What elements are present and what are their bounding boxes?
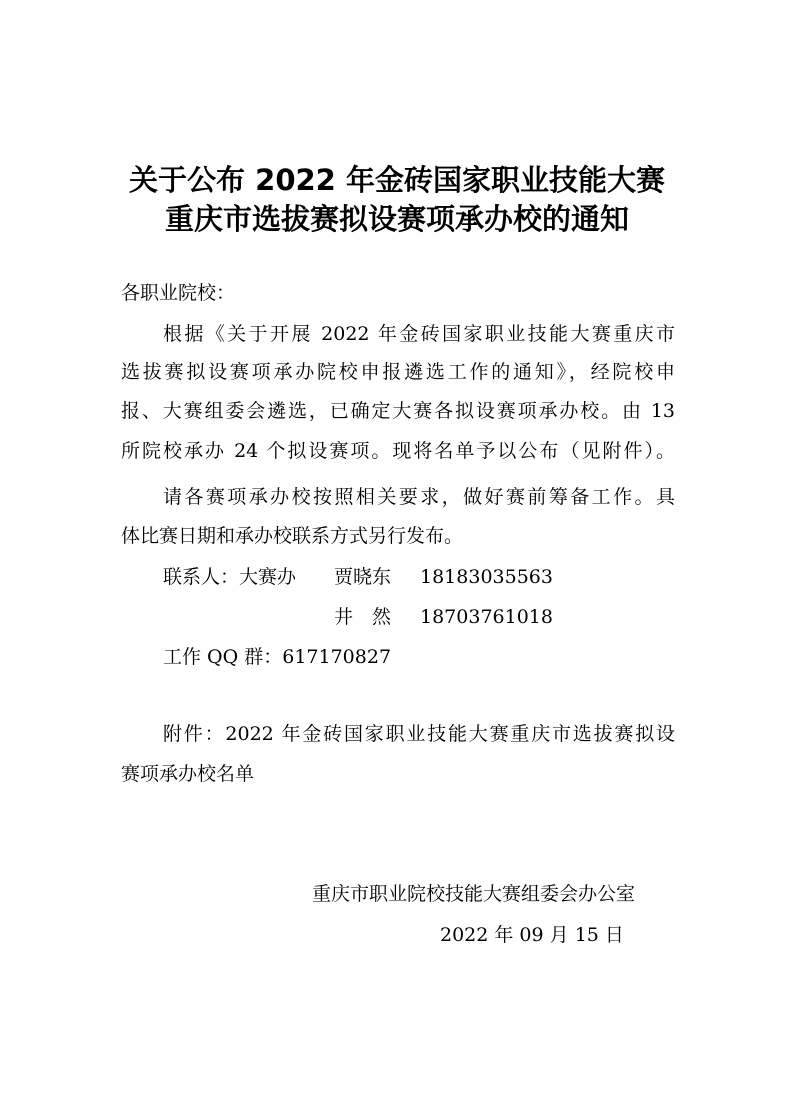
contact-person-2-name: 井 然 [334, 606, 392, 628]
document-title-line-2: 重庆市选拔赛拟设赛项承办校的通知 [164, 202, 629, 236]
salutation: 各职业院校： [121, 282, 236, 304]
paragraph-1-line-2: 选拔赛拟设赛项承办院校申报遴选工作的通知》，经院校申 [121, 361, 675, 383]
attachment-line-2: 赛项承办校名单 [121, 763, 255, 785]
paragraph-1-line-4: 所院校承办 24 个拟设赛项。现将名单予以公布（见附件）。 [121, 440, 675, 462]
qq-group: 工作 QQ 群：617170827 [163, 646, 392, 668]
paragraph-2-line-2: 体比赛日期和承办校联系方式另行发布。 [121, 525, 464, 547]
contact-label: 联系人：大赛办 [163, 566, 297, 588]
signature-organization: 重庆市职业院校技能大赛组委会办公室 [312, 883, 636, 905]
contact-person-1-name: 贾晓东 [334, 566, 392, 588]
signature-date: 2022 年 09 月 15 日 [440, 924, 624, 946]
contact-person-1-phone: 18183035563 [420, 566, 553, 588]
document-title-line-1: 关于公布 2022 年金砖国家职业技能大赛 [129, 163, 665, 197]
contact-person-2-phone: 18703761018 [420, 606, 553, 628]
paragraph-1-line-1: 根据《关于开展 2022 年金砖国家职业技能大赛重庆市 [163, 323, 675, 345]
paragraph-2-line-1: 请各赛项承办校按照相关要求，做好赛前筹备工作。具 [163, 486, 675, 508]
attachment-line-1: 附件：2022 年金砖国家职业技能大赛重庆市选拔赛拟设 [163, 723, 675, 745]
paragraph-1-line-3: 报、大赛组委会遴选，已确定大赛各拟设赛项承办校。由 13 [121, 400, 675, 422]
